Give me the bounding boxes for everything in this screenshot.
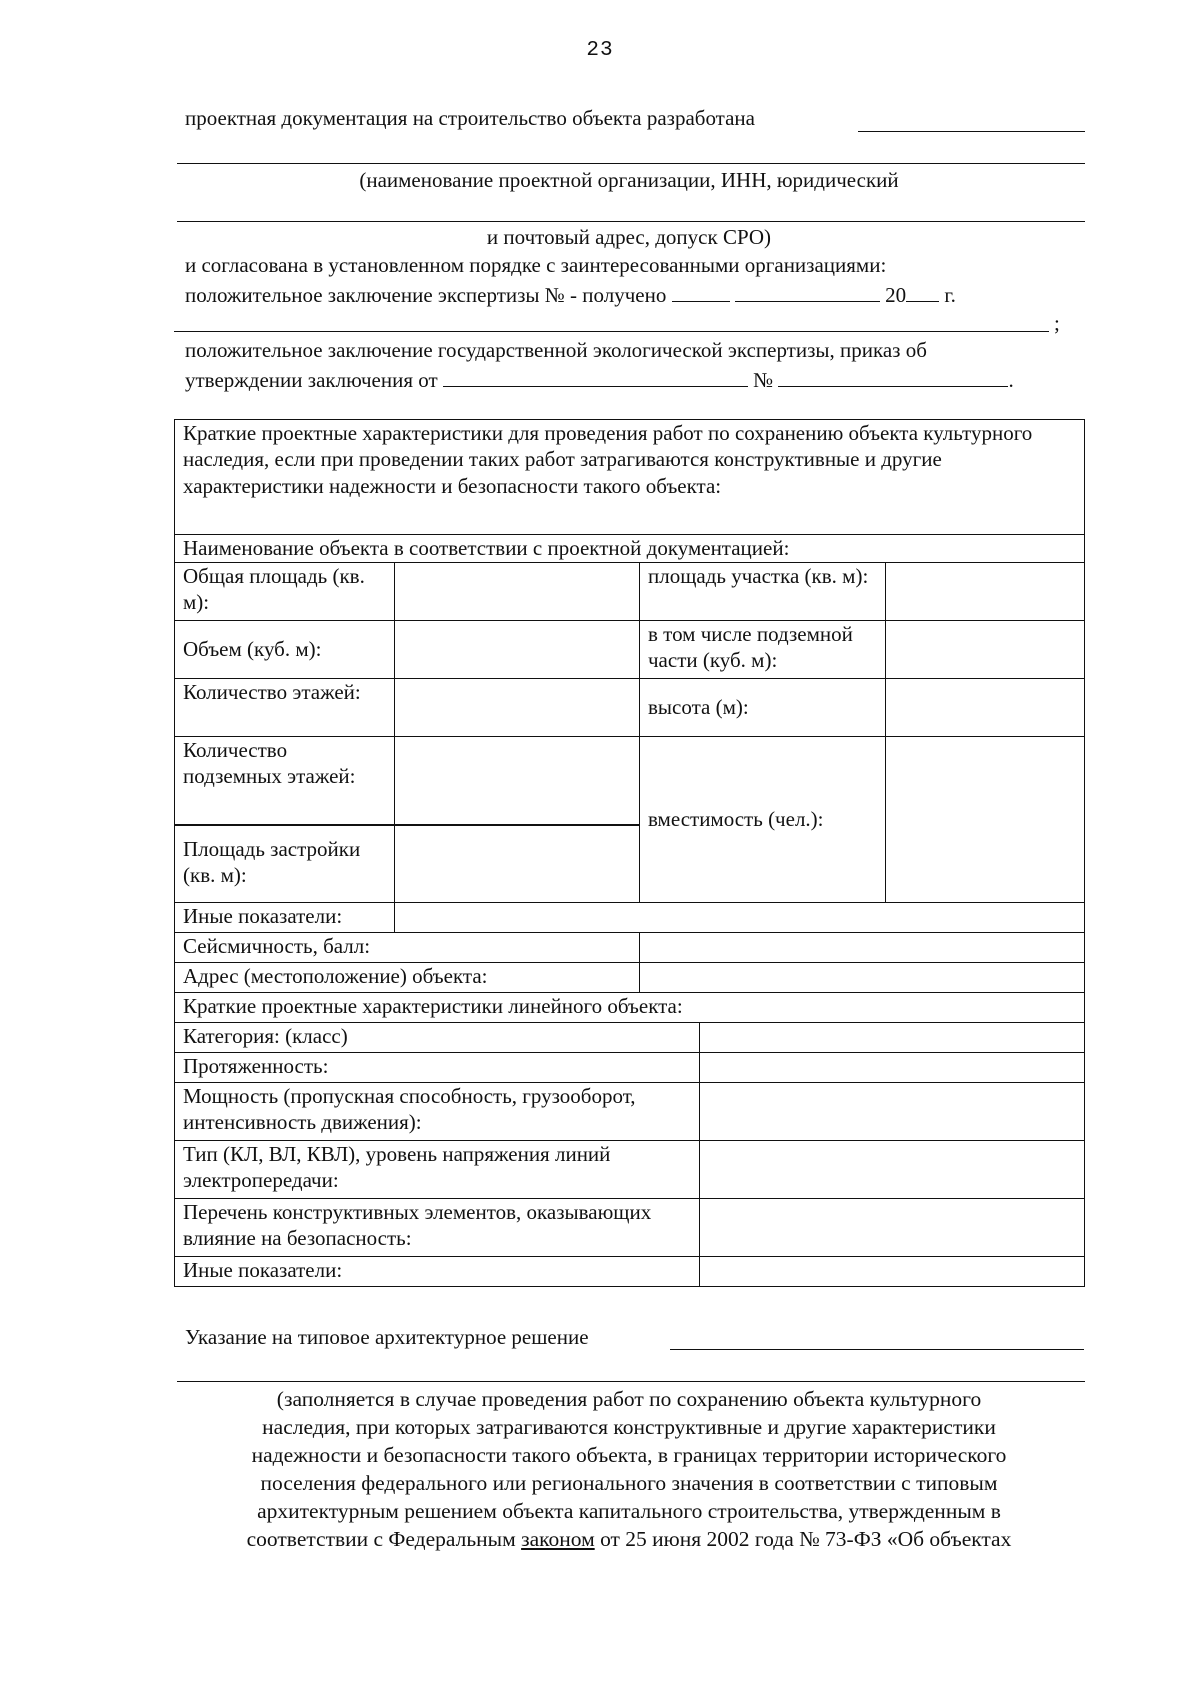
category-value[interactable]	[700, 1023, 1085, 1053]
other1-value[interactable]	[395, 903, 1085, 933]
page-number: 23	[586, 39, 614, 62]
characteristics-table	[174, 419, 1085, 1287]
fill-line-organization[interactable]	[177, 163, 1085, 164]
table-row	[175, 1257, 1085, 1287]
table-row	[175, 993, 1085, 1023]
line-6-end: .	[1008, 368, 1014, 392]
total-area-value[interactable]	[395, 563, 640, 621]
plot-area-value[interactable]	[886, 563, 1085, 621]
table-row	[175, 420, 1085, 535]
year-suffix: г.	[944, 283, 956, 307]
underground-volume-value[interactable]	[886, 621, 1085, 679]
table-row	[175, 621, 1085, 679]
underground-floors-value[interactable]	[395, 737, 640, 825]
floors-label: Количество этажей:	[175, 679, 395, 737]
fill-approval-number[interactable]	[778, 366, 1008, 387]
underground-volume-label: в том числе подземной части (куб. м):	[640, 621, 886, 679]
table-row	[175, 933, 1085, 963]
length-value[interactable]	[700, 1053, 1085, 1083]
approval-date-label: утверждении заключения от	[185, 368, 438, 392]
category-label: Категория: (класс)	[175, 1023, 700, 1053]
table-row	[175, 737, 1085, 825]
address-label: Адрес (местоположение) объекта:	[175, 963, 640, 993]
address-value[interactable]	[640, 963, 1085, 993]
volume-label: Объем (куб. м):	[175, 621, 395, 679]
line-type-value[interactable]	[700, 1141, 1085, 1199]
table-row	[175, 1199, 1085, 1257]
note-line-6-post: от 25 июня 2002 года № 73-ФЗ «Об объектах	[600, 1527, 1012, 1551]
footer-note	[174, 1385, 1084, 1553]
building-area-label	[175, 825, 395, 903]
approval-number-label: №	[753, 368, 774, 392]
table-row	[175, 1141, 1085, 1199]
capacity-label: вместимость (чел.):	[640, 737, 886, 903]
other2-label: Иные показатели:	[175, 1257, 700, 1287]
note-line-1: (заполняется в случае проведения работ по сохранению объекта культурного	[276, 1387, 982, 1411]
power-value[interactable]	[700, 1083, 1085, 1141]
fill-month[interactable]	[735, 281, 880, 302]
floors-value[interactable]	[395, 679, 640, 737]
note-line-4: поселения федерального или регионального значения в соответствии с типовым	[260, 1471, 998, 1495]
note-line-6-pre: соответствии с Федеральным	[246, 1527, 516, 1551]
table-row	[175, 563, 1085, 621]
note-line-2: наследия, при которых затрагиваются конструктивные и другие характеристики	[262, 1415, 996, 1439]
header-line-1-text: проектная документация на строительство объекта разработана	[185, 106, 755, 130]
typical-solution-label: Указание на типовое архитектурное решение	[185, 1325, 589, 1349]
law-link[interactable]: законом	[521, 1527, 595, 1551]
note-line-6	[174, 1525, 1084, 1553]
header-line-6	[185, 366, 1014, 393]
table-row	[175, 535, 1085, 563]
caption-address: и почтовый адрес, допуск СРО)	[486, 225, 772, 249]
expertise-label: положительное заключение экспертизы № - получено	[185, 283, 667, 307]
other2-value[interactable]	[700, 1257, 1085, 1287]
table-row	[175, 1083, 1085, 1141]
height-value[interactable]	[886, 679, 1085, 737]
table-row	[175, 1053, 1085, 1083]
object-name-cell[interactable]: Наименование объекта в соответствии с проектной документацией:	[175, 535, 1085, 563]
line-4-end: ;	[1054, 311, 1060, 335]
underground-floors-label: Количество подземных этажей:	[175, 737, 395, 825]
fill-typical-solution[interactable]	[670, 1349, 1084, 1350]
fill-line-developer[interactable]	[858, 131, 1085, 132]
height-label: высота (м):	[640, 679, 886, 737]
plot-area-label: площадь участка (кв. м):	[640, 563, 886, 621]
elements-label: Перечень конструктивных элементов, оказывающих влияние на безопасность:	[175, 1199, 700, 1257]
seismic-label: Сейсмичность, балл:	[175, 933, 640, 963]
fill-day[interactable]	[672, 281, 730, 302]
other1-label: Иные показатели:	[175, 903, 395, 933]
fill-approval-date[interactable]	[443, 366, 748, 387]
header-line-2: и согласована в установленном порядке с заинтересованными организациями:	[185, 253, 887, 277]
linear-header: Краткие проектные характеристики линейного объекта:	[175, 993, 1085, 1023]
table-row	[175, 963, 1085, 993]
fill-year[interactable]	[906, 281, 939, 302]
volume-value[interactable]	[395, 621, 640, 679]
capacity-value[interactable]	[886, 737, 1085, 903]
line-type-label: Тип (КЛ, ВЛ, КВЛ), уровень напряжения линий электропередачи:	[175, 1141, 700, 1199]
building-area-text: Площадь застройки (кв. м):	[183, 836, 361, 887]
note-line-3: надежности и безопасности такого объекта, в границах территории исторического	[251, 1443, 1007, 1467]
year-prefix: 20	[885, 283, 907, 307]
table-row	[175, 1023, 1085, 1053]
total-area-label: Общая площадь (кв. м):	[175, 563, 395, 621]
fill-typical-solution-2[interactable]	[177, 1381, 1085, 1382]
power-label: Мощность (пропускная способность, грузооборот, интенсивность движения):	[175, 1083, 700, 1141]
header-line-5: положительное заключение государственной экологической экспертизы, приказ об	[185, 338, 927, 362]
header-line-1	[185, 106, 755, 131]
building-area-value[interactable]	[395, 825, 640, 903]
fill-line-expertise[interactable]	[174, 331, 1049, 332]
elements-value[interactable]	[700, 1199, 1085, 1257]
length-label: Протяженность:	[175, 1053, 700, 1083]
header-line-3	[185, 281, 956, 308]
caption-organization: (наименование проектной организации, ИНН, юридический	[359, 168, 899, 192]
table-row	[175, 903, 1085, 933]
table-intro: Краткие проектные характеристики для проведения работ по сохранению объекта культурного наследия, если при проведении таких работ затрагиваются конструктивные и другие характеристики надежности и безопасности такого объекта:	[175, 420, 1085, 535]
seismic-value[interactable]	[640, 933, 1085, 963]
note-line-5: архитектурным решением объекта капитального строительства, утвержденным в	[257, 1499, 1001, 1523]
fill-line-address[interactable]	[177, 221, 1085, 222]
table-row	[175, 679, 1085, 737]
